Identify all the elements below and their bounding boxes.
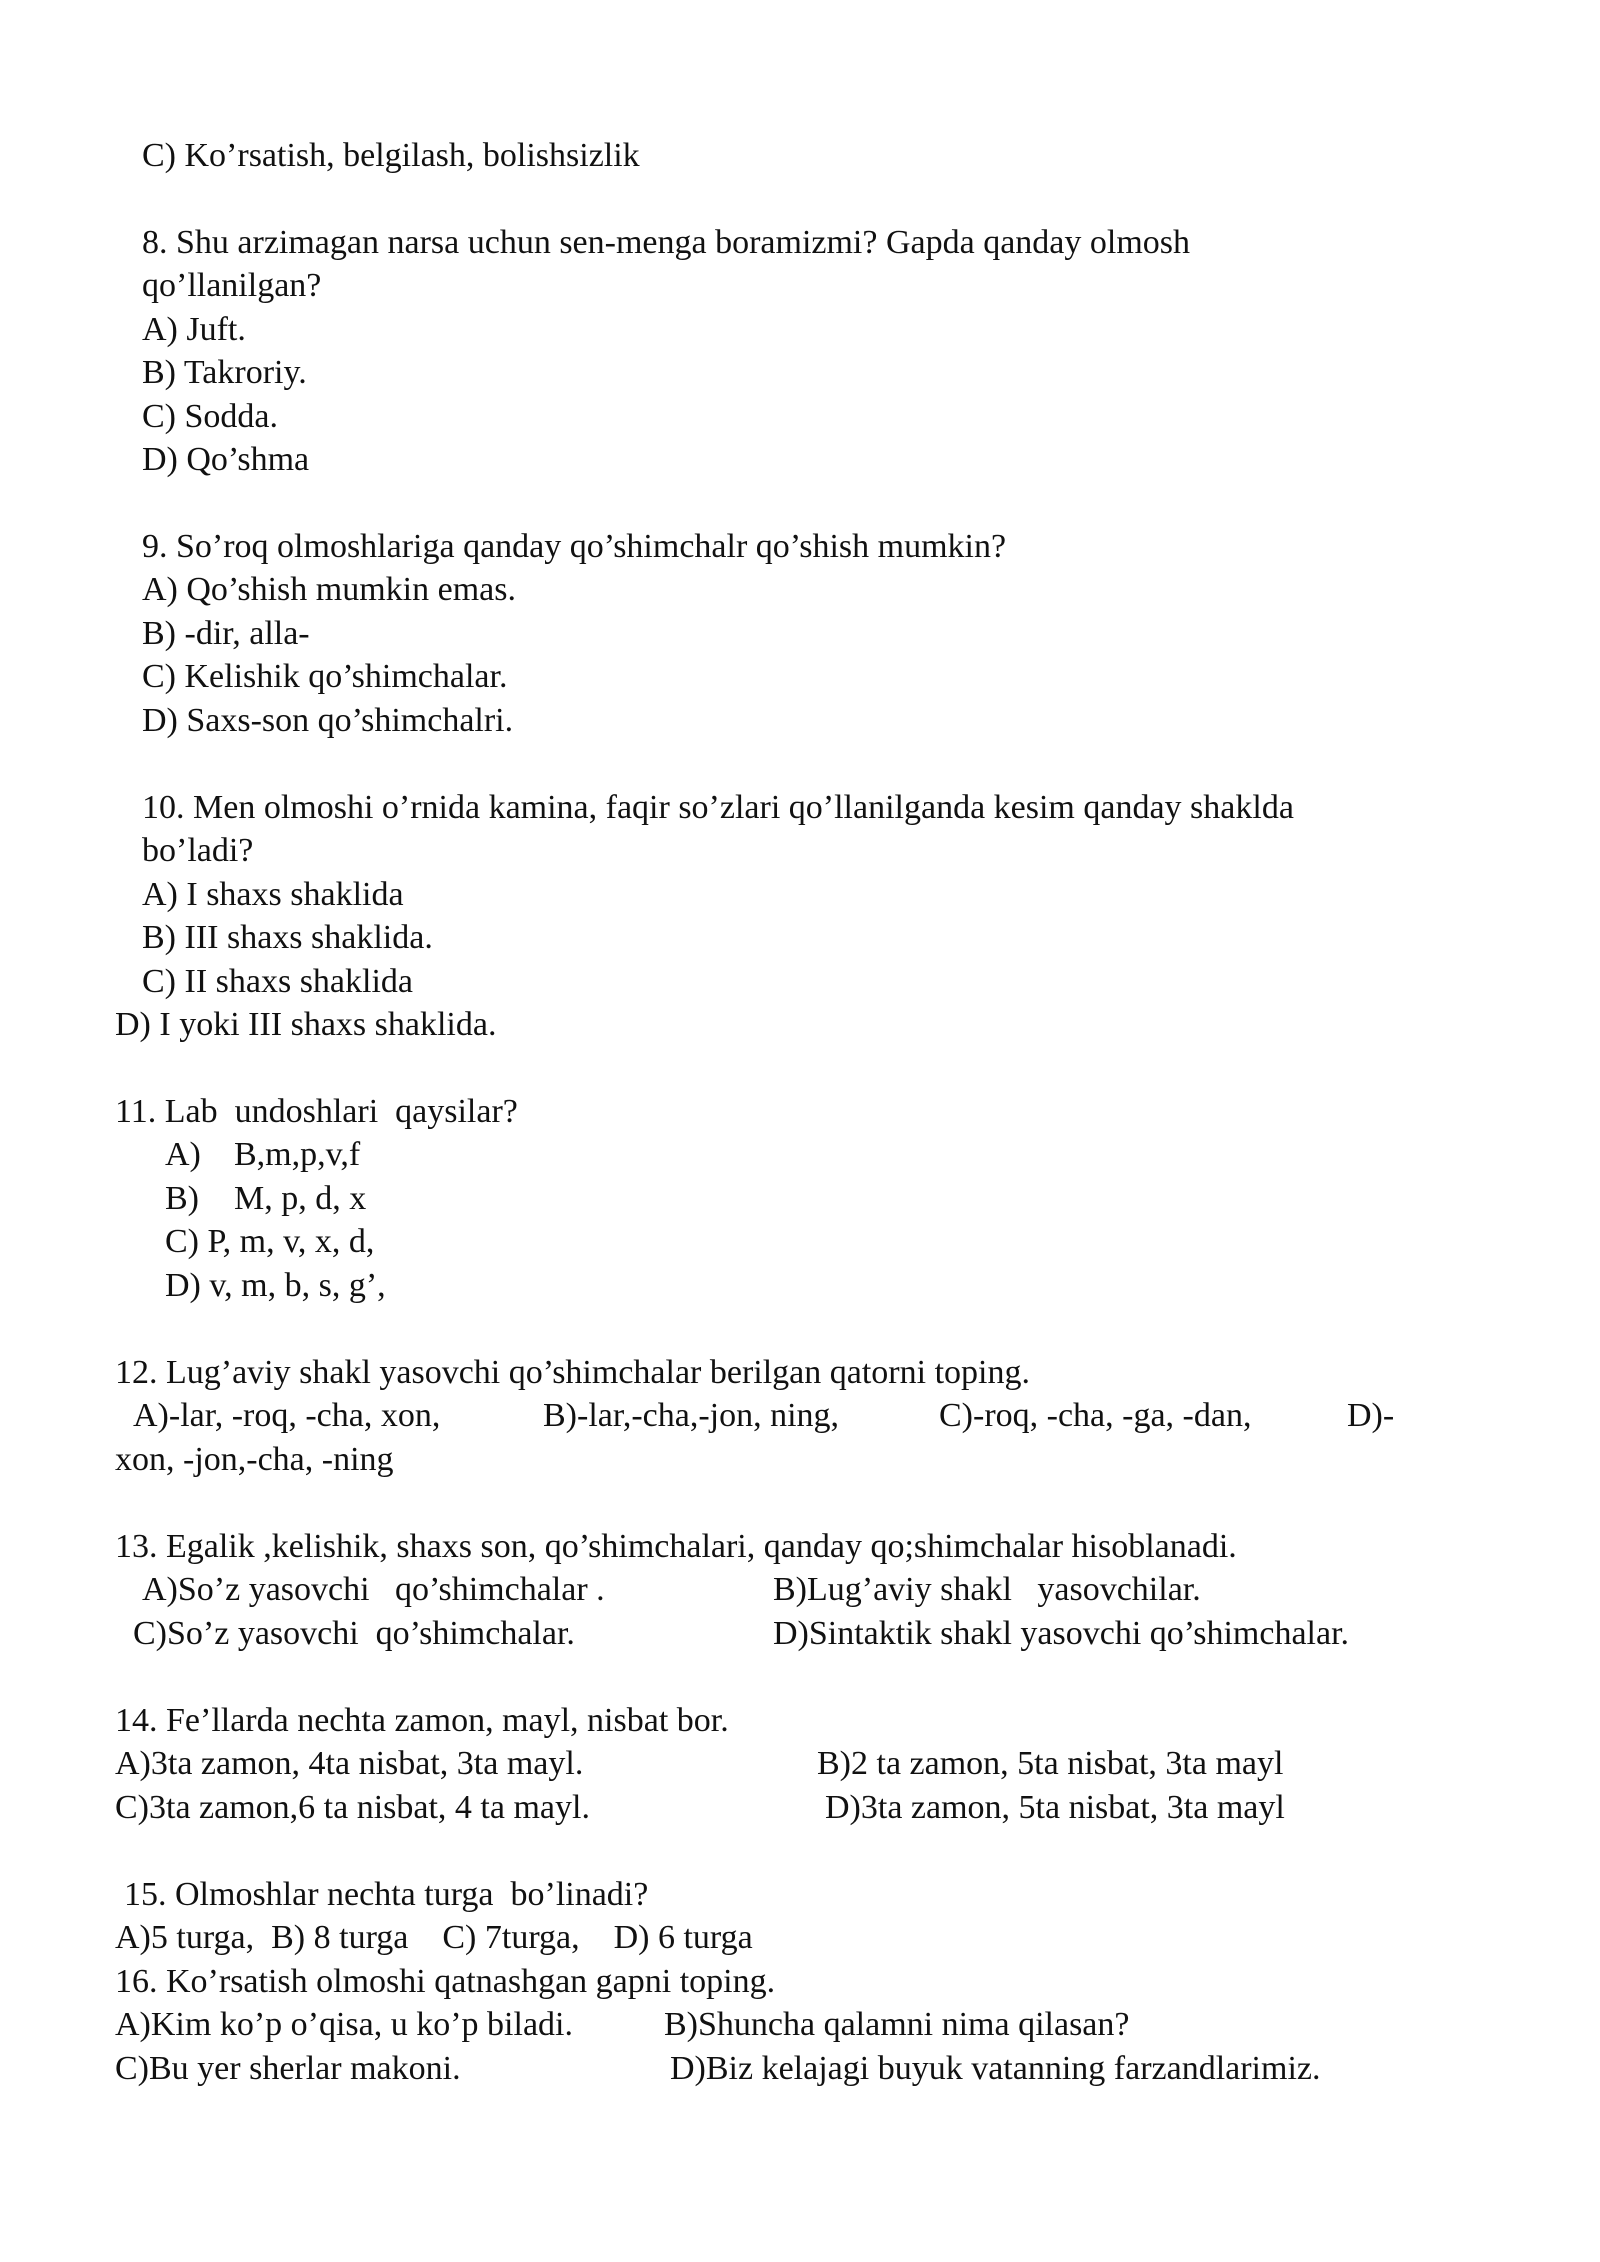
q15-question: 15. Olmoshlar nechta turga bo’linadi? — [124, 1876, 649, 1913]
q10-question-line2: bo’ladi? — [142, 832, 254, 869]
q14-option-b: B)2 ta zamon, 5ta nisbat, 3ta mayl — [817, 1745, 1284, 1782]
q9-option-d: D) Saxs-son qo’shimchalri. — [142, 702, 514, 739]
q8-question-line1: 8. Shu arzimagan narsa uchun sen-menga boramizmi? Gapda qanday olmosh — [142, 224, 1191, 261]
q14-option-c: C)3ta zamon,6 ta nisbat, 4 ta mayl. — [115, 1789, 590, 1826]
q12-option-d-start: D)- — [1347, 1397, 1395, 1434]
q10-option-a: A) I shaxs shaklida — [142, 876, 404, 913]
q16-option-c: C)Bu yer sherlar makoni. — [115, 2050, 461, 2087]
q11-option-b-text: M, p, d, x — [234, 1180, 367, 1217]
q12-question: 12. Lug’aviy shakl yasovchi qo’shimchalar berilgan qatorni toping. — [115, 1354, 1030, 1391]
q11-question: 11. Lab undoshlari qaysilar? — [115, 1093, 518, 1130]
q16-option-b: B)Shuncha qalamni nima qilasan? — [664, 2006, 1130, 2043]
q14-option-d: D)3ta zamon, 5ta nisbat, 3ta mayl — [825, 1789, 1285, 1826]
q14-option-a: A)3ta zamon, 4ta nisbat, 3ta mayl. — [115, 1745, 584, 1782]
q14-question: 14. Fe’llarda nechta zamon, mayl, nisbat bor. — [115, 1702, 729, 1739]
q16-option-a: A)Kim ko’p o’qisa, u ko’p biladi. — [115, 2006, 573, 2043]
q10-option-b: B) III shaxs shaklida. — [142, 919, 433, 956]
q16-question: 16. Ko’rsatish olmoshi qatnashgan gapni toping. — [115, 1963, 776, 2000]
q9-question: 9. So’roq olmoshlariga qanday qo’shimchalr qo’shish mumkin? — [142, 528, 1007, 565]
q10-option-c: C) II shaxs shaklida — [142, 963, 414, 1000]
q7-option-c: C) Ko’rsatish, belgilash, bolishsizlik — [142, 137, 640, 174]
q16-option-d: D)Biz kelajagi buyuk vatanning farzandlarimiz. — [670, 2050, 1321, 2087]
q12-option-a: A)-lar, -roq, -cha, xon, — [133, 1397, 441, 1434]
q8-option-d: D) Qo’shma — [142, 441, 310, 478]
q12-option-d-continued: xon, -jon,-cha, -ning — [115, 1441, 394, 1478]
q12-option-c: C)-roq, -cha, -ga, -dan, — [939, 1397, 1252, 1434]
q8-option-c: C) Sodda. — [142, 398, 278, 435]
q12-option-b: B)-lar,-cha,-jon, ning, — [543, 1397, 840, 1434]
q13-option-c: C)So’z yasovchi qo’shimchalar. — [133, 1615, 575, 1652]
q11-option-b-letter: B) — [165, 1180, 199, 1217]
q8-option-b: B) Takroriy. — [142, 354, 307, 391]
q11-option-c: C) P, m, v, x, d, — [165, 1223, 375, 1260]
q13-option-d: D)Sintaktik shakl yasovchi qo’shimchalar. — [773, 1615, 1350, 1652]
q13-option-a: A)So’z yasovchi qo’shimchalar . — [142, 1571, 605, 1608]
q13-option-b: B)Lug’aviy shakl yasovchilar. — [773, 1571, 1201, 1608]
q10-question-line1: 10. Men olmoshi o’rnida kamina, faqir so’zlari qo’llanilganda kesim qanday shaklda — [142, 789, 1294, 826]
q9-option-c: C) Kelishik qo’shimchalar. — [142, 658, 508, 695]
q9-option-b: B) -dir, alla- — [142, 615, 310, 652]
q11-option-a-text: B,m,p,v,f — [234, 1136, 361, 1173]
q13-question: 13. Egalik ,kelishik, shaxs son, qo’shimchalari, qanday qo;shimchalar hisoblanadi. — [115, 1528, 1237, 1565]
q10-option-d: D) I yoki III shaxs shaklida. — [115, 1006, 497, 1043]
q11-option-a-letter: A) — [165, 1136, 201, 1173]
q8-option-a: A) Juft. — [142, 311, 246, 348]
q15-options: A)5 turga, B) 8 turga C) 7turga, D) 6 turga — [115, 1919, 753, 1956]
q8-question-line2: qo’llanilgan? — [142, 267, 322, 304]
q11-option-d: D) v, m, b, s, g’, — [165, 1267, 386, 1304]
q9-option-a: A) Qo’shish mumkin emas. — [142, 571, 516, 608]
